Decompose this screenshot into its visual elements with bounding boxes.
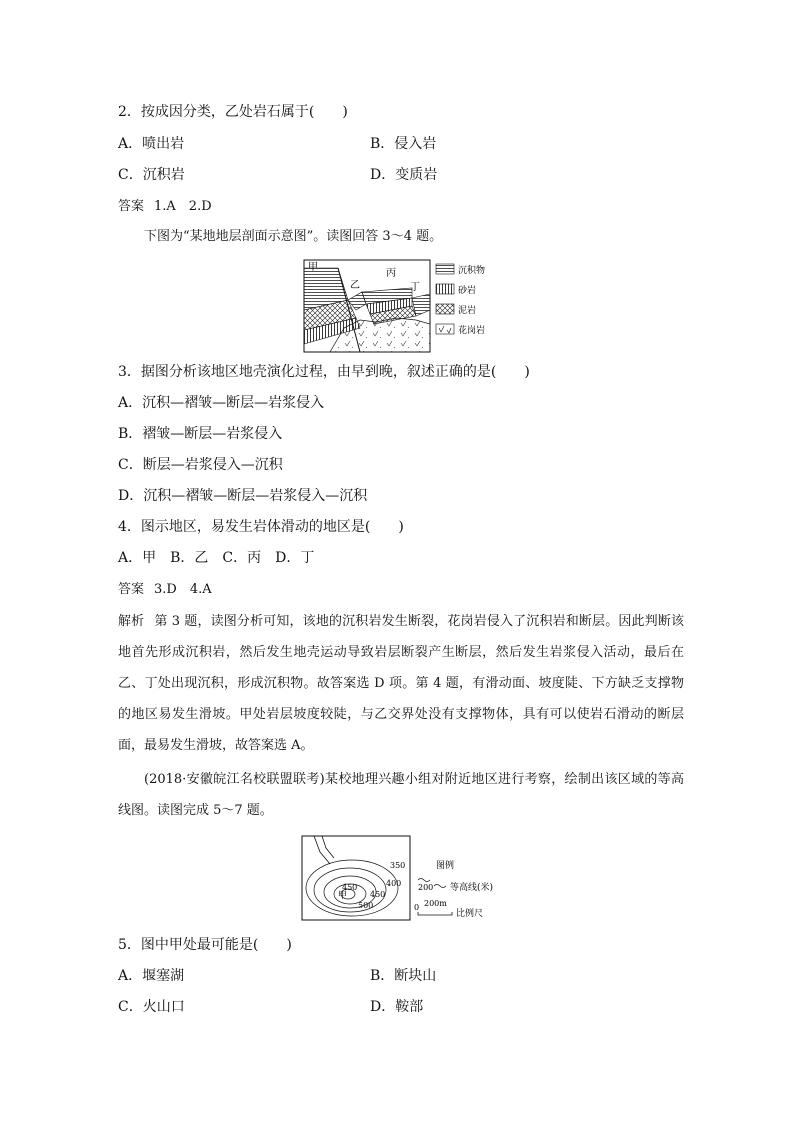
strata-section-figure bbox=[300, 258, 500, 354]
contour-legend-label: 等高线(米) bbox=[450, 883, 494, 893]
answer-label: 答案 bbox=[118, 582, 145, 597]
legend-granite: 花岗岩 bbox=[458, 326, 486, 336]
q5-option-a: A．堰塞湖 bbox=[118, 968, 185, 984]
answer-value: 1.A 2.D bbox=[154, 199, 212, 214]
scale-label: 比例尺 bbox=[456, 909, 484, 919]
label-jia: 甲 bbox=[308, 262, 318, 273]
legend-mudstone: 泥岩 bbox=[458, 306, 477, 316]
legend-swatch-mudstone bbox=[436, 304, 454, 314]
label-ding: 丁 bbox=[410, 282, 420, 293]
answer-value: 3.D 4.A bbox=[154, 582, 212, 597]
contour-label-350: 350 bbox=[390, 861, 406, 870]
q2-stem: 2．按成因分类，乙处岩石属于( ) bbox=[118, 104, 348, 120]
contour-jia: 甲 bbox=[338, 891, 348, 901]
q2-option-d: D．变质岩 bbox=[370, 167, 438, 183]
contour-legend-title: 图例 bbox=[436, 861, 455, 871]
contour-label-inner-450: 450 bbox=[342, 883, 358, 892]
contour-label-450: 450 bbox=[370, 890, 386, 899]
legend-swatch-granite bbox=[436, 324, 454, 334]
q3-option-a: A．沉积—褶皱—断层—岩浆侵入 bbox=[118, 395, 325, 411]
q2-option-c: C．沉积岩 bbox=[118, 167, 185, 183]
q3-option-b: B．褶皱—断层—岩浆侵入 bbox=[118, 426, 283, 442]
q3-option-c: C．断层—岩浆侵入—沉积 bbox=[118, 457, 283, 473]
contour-label-400: 400 bbox=[386, 879, 402, 888]
analysis-text: 第 3 题，读图分析可知，该地的沉积岩发生断裂，花岗岩侵入了沉积岩和断层。因此判断该地首先形成沉积岩，然后发生地壳运动导致岩层断裂产生断层，然后发生岩浆侵入活动，最后在乙、丁处出现沉积，形成沉积物。故答案选 D 项。第 4 题，有滑动面、坡度陡、下方缺乏支撑物的地区易发生滑坡。甲处岩层坡度较陡，与乙交界处没有支撑物体，具有可以使岩石滑动的断层面，最易发生滑坡，故答案选 A。 bbox=[118, 614, 684, 753]
q5-stem: 5．图中甲处最可能是( ) bbox=[118, 937, 292, 953]
legend-sediment: 沉积物 bbox=[458, 266, 486, 276]
q5-option-b: B．断块山 bbox=[370, 968, 437, 984]
label-yi: 乙 bbox=[350, 280, 360, 291]
answer-label: 答案 bbox=[118, 199, 145, 214]
scale-bar bbox=[418, 912, 452, 915]
q3-stem: 3．据图分析该地区地壳演化过程，由早到晚，叙述正确的是( ) bbox=[118, 364, 530, 380]
contour-map-figure bbox=[300, 834, 510, 924]
q2-option-a: A．喷出岩 bbox=[118, 136, 185, 152]
intro-5-7: (2018·安徽皖江名校联盟联考)某校地理兴趣小组对附近地区进行考察，绘制出该区域的等高线图。读图完成 5～7 题。 bbox=[118, 772, 684, 818]
q5-option-d: D．鞍部 bbox=[370, 999, 424, 1015]
scale-zero: 0 bbox=[414, 903, 420, 912]
q4-options: A．甲 B．乙 C．丙 D．丁 bbox=[118, 550, 315, 566]
scale-value: 200m bbox=[424, 899, 447, 908]
q2-option-b: B．侵入岩 bbox=[370, 136, 437, 152]
q3-option-d: D．沉积—褶皱—断层—岩浆侵入—沉积 bbox=[118, 488, 368, 504]
intro-3-4: 下图为“某地地层剖面示意图”。读图回答 3～4 题。 bbox=[144, 229, 443, 244]
analysis-label: 解析 bbox=[118, 614, 145, 629]
q5-option-c: C．火山口 bbox=[118, 999, 185, 1015]
answer-3-4 bbox=[118, 579, 212, 600]
answer-1-2 bbox=[118, 196, 212, 217]
contour-legend-sample: 200 bbox=[418, 883, 434, 892]
legend-swatch-sediment bbox=[436, 264, 454, 274]
q4-stem: 4．图示地区，易发生岩体滑动的地区是( ) bbox=[118, 519, 404, 535]
legend-sandstone: 砂岩 bbox=[458, 286, 477, 296]
label-bing: 丙 bbox=[386, 268, 396, 279]
contour-label-500: 500 bbox=[358, 901, 374, 910]
legend-swatch-sandstone bbox=[436, 284, 454, 294]
analysis bbox=[118, 606, 684, 761]
